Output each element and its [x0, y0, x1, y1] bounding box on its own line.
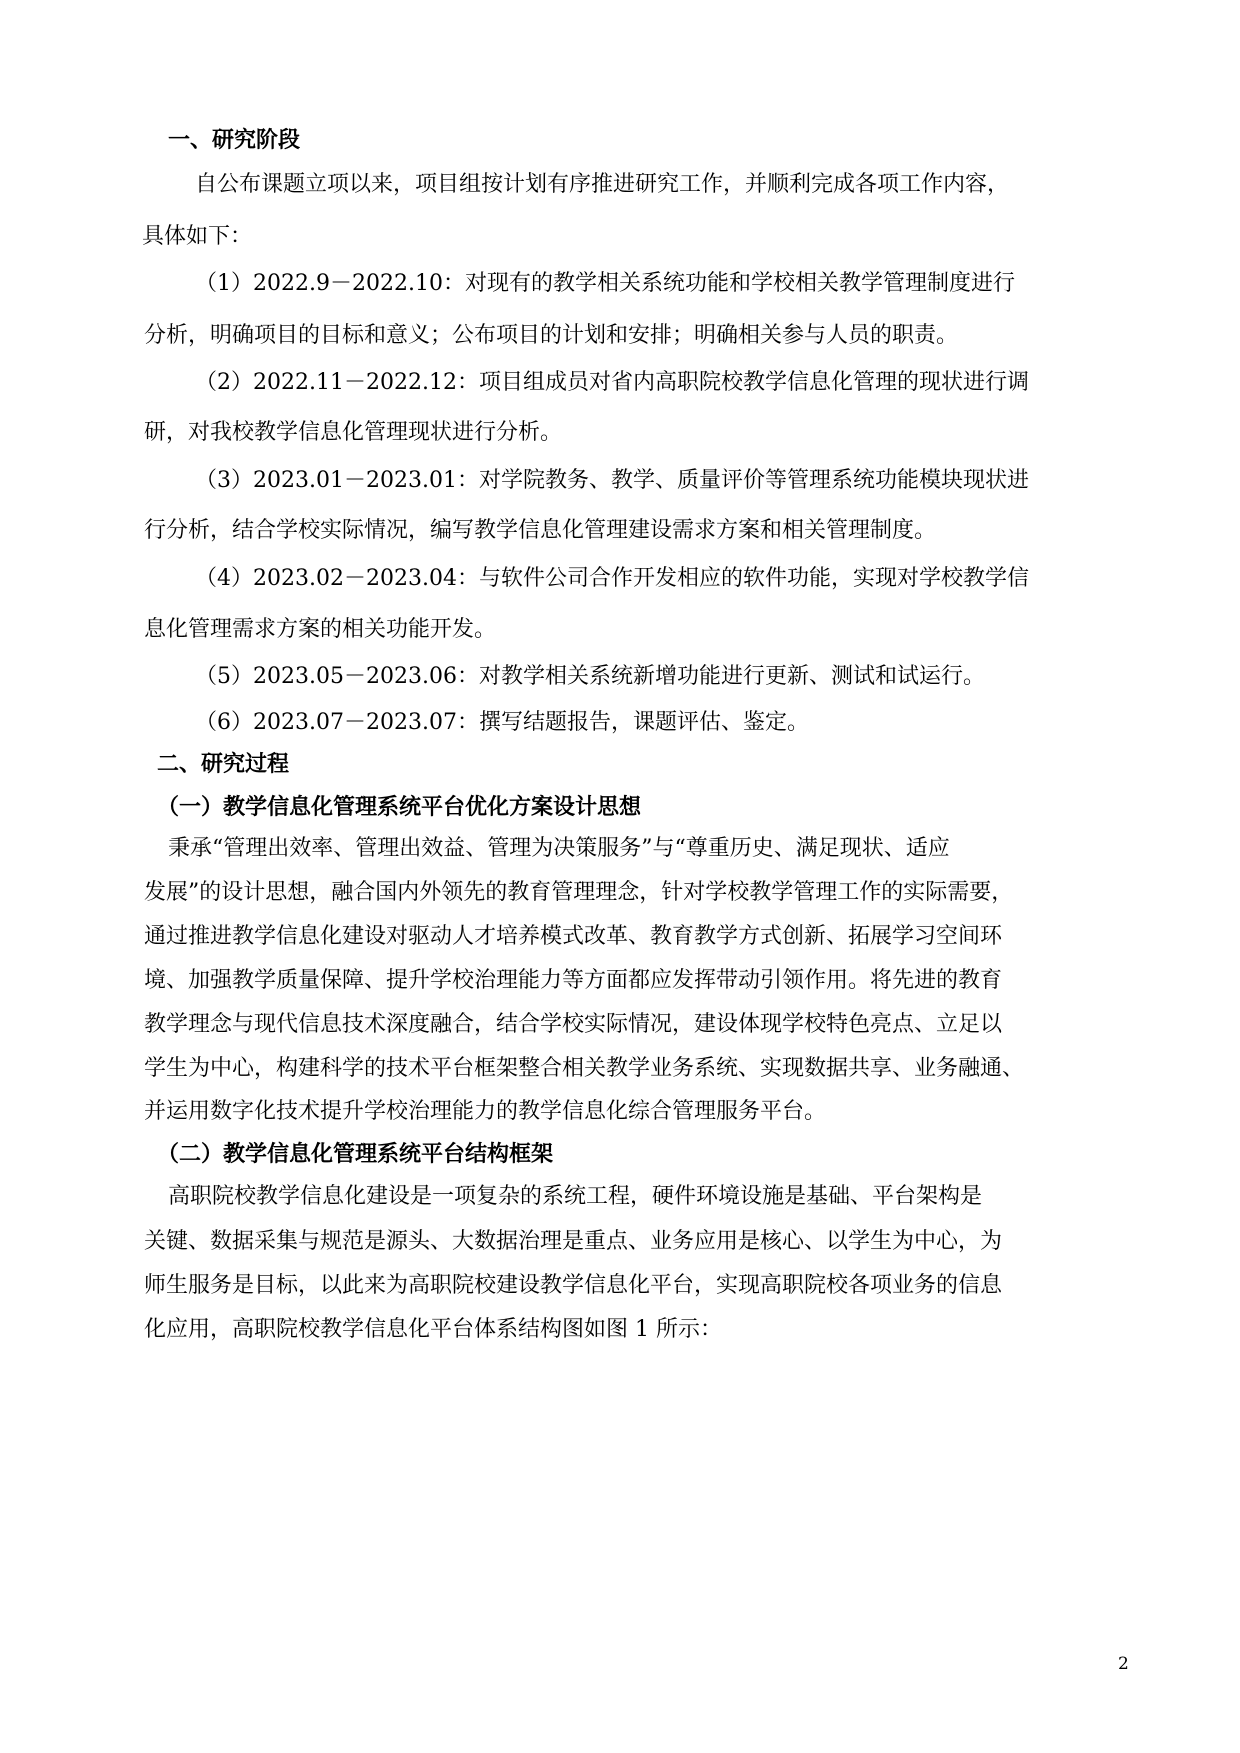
intro-line-1: 自公布课题立项以来，项目组按计划有序推进研究工作，并顺利完成各项工作内容，	[195, 172, 1010, 197]
stage-item-1-line-1: （1）2022.9－2022.10：对现有的教学相关系统功能和学校相关教学管理制度进行	[195, 271, 1015, 296]
page-number: 2	[1118, 1654, 1129, 1674]
stage-item-4-line-2: 息化管理需求方案的相关功能开发。	[144, 617, 497, 642]
structure-paragraph-line-4: 化应用，高职院校教学信息化平台体系结构图如图 1 所示：	[144, 1317, 722, 1342]
stage-item-5: （5）2023.05－2023.06：对教学相关系统新增功能进行更新、测试和试运行。	[195, 664, 985, 689]
stage-item-2-line-1: （2）2022.11－2022.12：项目组成员对省内高职院校教学信息化管理的现状进行调	[195, 370, 1029, 395]
subsection-heading-structure-framework: （二）教学信息化管理系统平台结构框架	[157, 1142, 554, 1167]
structure-paragraph-line-3: 师生服务是目标，以此来为高职院校建设教学信息化平台，实现高职院校各项业务的信息	[144, 1273, 1003, 1298]
design-paragraph-line-4: 境、加强教学质量保障、提升学校治理能力等方面都应发挥带动引领作用。将先进的教育	[144, 968, 1003, 993]
design-paragraph-line-5: 教学理念与现代信息技术深度融合，结合学校实际情况，建设体现学校特色亮点、立足以	[144, 1012, 1003, 1037]
structure-paragraph-line-1: 高职院校教学信息化建设是一项复杂的系统工程，硬件环境设施是基础、平台架构是	[168, 1184, 983, 1209]
stage-item-1-line-2: 分析，明确项目的目标和意义；公布项目的计划和安排；明确相关参与人员的职责。	[144, 323, 959, 348]
design-paragraph-line-2: 发展”的设计思想，融合国内外领先的教育管理理念，针对学校教学管理工作的实际需要，	[144, 880, 1014, 905]
design-paragraph-line-7: 并运用数字化技术提升学校治理能力的教学信息化综合管理服务平台。	[144, 1099, 827, 1124]
design-paragraph-line-6: 学生为中心，构建科学的技术平台框架整合相关教学业务系统、实现数据共享、业务融通、	[144, 1056, 1025, 1081]
section-heading-research-stage: 一、研究阶段	[168, 128, 301, 153]
structure-paragraph-line-2: 关键、数据采集与规范是源头、大数据治理是重点、业务应用是核心、以学生为中心，为	[144, 1229, 1003, 1254]
stage-item-3-line-1: （3）2023.01－2023.01：对学院教务、教学、质量评价等管理系统功能模块现状进	[195, 468, 1029, 493]
stage-item-2-line-2: 研，对我校教学信息化管理现状进行分析。	[144, 420, 563, 445]
stage-item-3-line-2: 行分析，结合学校实际情况，编写教学信息化管理建设需求方案和相关管理制度。	[144, 518, 937, 543]
stage-item-6: （6）2023.07－2023.07：撰写结题报告，课题评估、鉴定。	[195, 710, 809, 735]
subsection-heading-design-idea: （一）教学信息化管理系统平台优化方案设计思想	[157, 795, 642, 820]
design-paragraph-line-3: 通过推进教学信息化建设对驱动人才培养模式改革、教育教学方式创新、拓展学习空间环	[144, 924, 1003, 949]
design-paragraph-line-1: 秉承“管理出效率、管理出效益、管理为决策服务”与“尊重历史、满足现状、适应	[168, 836, 950, 861]
intro-line-2: 具体如下：	[142, 224, 253, 249]
section-heading-research-process: 二、研究过程	[157, 752, 290, 777]
stage-item-4-line-1: （4）2023.02－2023.04：与软件公司合作开发相应的软件功能，实现对学校教学信	[195, 566, 1029, 591]
